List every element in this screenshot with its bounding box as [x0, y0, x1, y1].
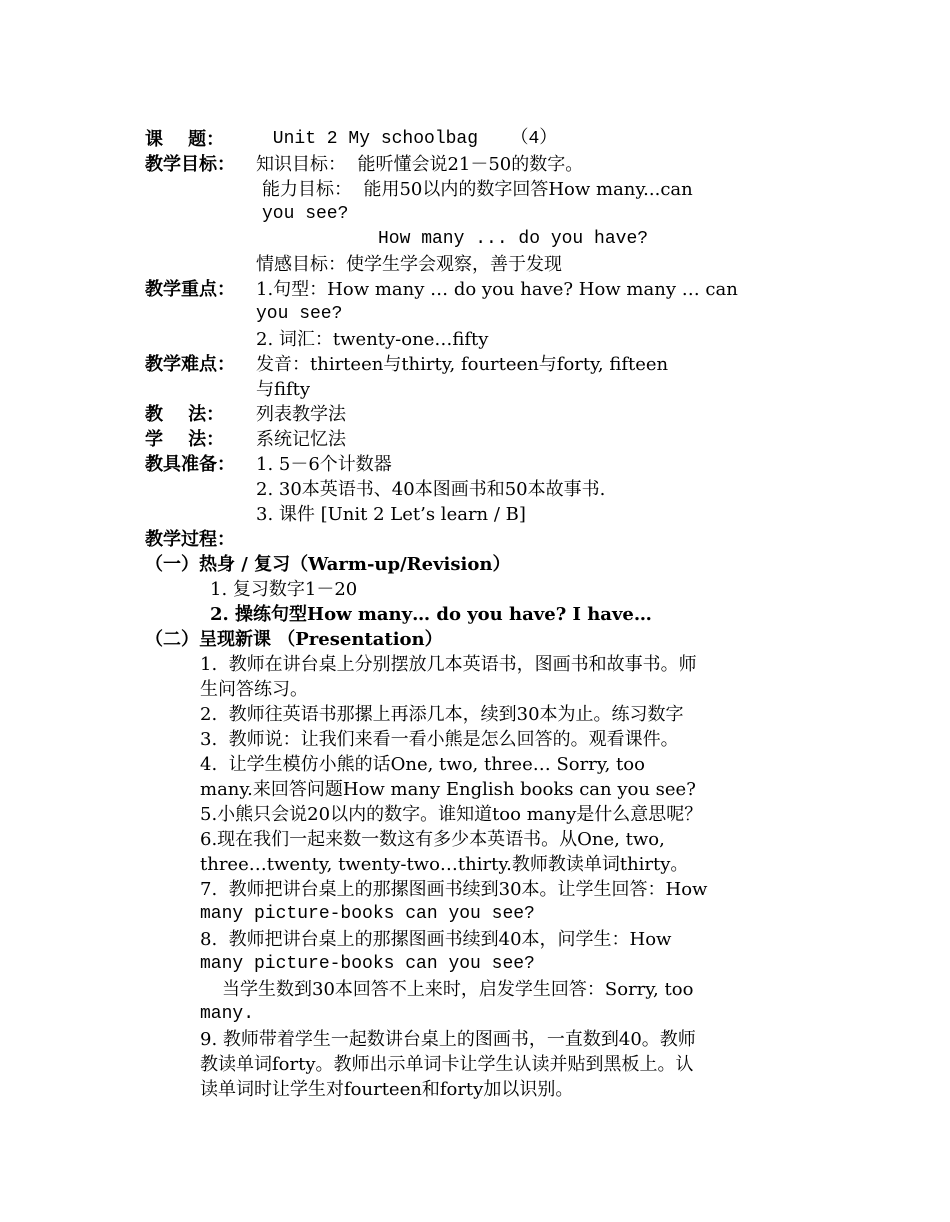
label-materials: 教具准备：	[145, 454, 235, 475]
step-5: 5.小熊只会说20以内的数字。谁知道too many是什么意思呢？	[200, 804, 703, 825]
label-key-points: 教学重点：	[145, 279, 235, 300]
step-6: 6.现在我们一起来数一数这有多少本英语书。从One, two,	[200, 829, 665, 850]
step-4-cont: many.来回答问题How many English books can you see?	[200, 779, 696, 800]
objective-emotion: 情感目标：使学生学会观察，善于发现	[256, 254, 562, 275]
key-point-1: 1.句型：How many … do you have? How many … can	[256, 279, 738, 300]
material-3: 3. 课件 [Unit 2 Let’s learn / B]	[256, 504, 526, 525]
section-warmup: （一）热身 / 复习（Warm-up/Revision）	[145, 554, 511, 575]
step-8-cont: many picture-books can you see?	[200, 954, 535, 974]
material-2: 2. 30本英语书、40本图画书和50本故事书.	[256, 479, 606, 500]
label-learning-method: 学 法：	[145, 429, 225, 450]
teaching-method: 列表教学法	[256, 404, 346, 425]
material-1: 1. 5－6个计数器	[256, 454, 392, 475]
step-7: 7. 教师把讲台桌上的那摞图画书续到30本。让学生回答：How	[200, 879, 708, 900]
step-6-cont: three…twenty, twenty-two…thirty.教师教读单词thirty。	[200, 854, 689, 875]
key-point-2: 2. 词汇：twenty-one…fifty	[256, 329, 489, 350]
step-7-cont: many picture-books can you see?	[200, 904, 535, 924]
label-teaching-method: 教 法：	[145, 404, 225, 425]
learning-method: 系统记忆法	[256, 429, 346, 450]
label-lesson-title: 课 题：	[145, 129, 225, 150]
label-procedure: 教学过程：	[145, 529, 235, 550]
difficulty-text-cont: 与fifty	[256, 379, 311, 400]
label-objectives: 教学目标：	[145, 154, 235, 175]
difficulty-text: 发音：thirteen与thirty, fourteen与forty, fifteen	[256, 354, 669, 375]
objective-ability-cont2: How many ... do you have?	[378, 229, 649, 249]
step-1: 1. 教师在讲台桌上分别摆放几本英语书，图画书和故事书。师	[200, 654, 697, 675]
label-difficulties: 教学难点：	[145, 354, 235, 375]
step-3: 3. 教师说：让我们来看一看小熊是怎么回答的。观看课件。	[200, 729, 679, 750]
objective-ability-cont: you see?	[262, 204, 349, 224]
step-8: 8. 教师把讲台桌上的那摞图画书续到40本，问学生：How	[200, 929, 672, 950]
step-2: 2. 教师往英语书那摞上再添几本，续到30本为止。练习数字	[200, 704, 684, 725]
key-point-1-cont: you see?	[256, 304, 343, 324]
step-4: 4. 让学生模仿小熊的话One, two, three… Sorry, too	[200, 754, 645, 775]
step-9-cont: 教读单词forty。教师出示单词卡让学生认读并贴到黑板上。认	[200, 1054, 694, 1075]
step-1-cont: 生问答练习。	[200, 679, 308, 700]
step-9: 9. 教师带着学生一起数讲台桌上的图画书，一直数到40。教师	[200, 1029, 696, 1050]
warmup-step-2: 2. 操练句型How many… do you have? I have…	[210, 604, 652, 625]
warmup-step-1: 1. 复习数字1－20	[210, 579, 358, 600]
section-presentation: （二）呈现新课 （Presentation）	[145, 629, 443, 650]
lesson-title: Unit 2 My schoolbag （4）	[262, 129, 558, 149]
objective-knowledge: 知识目标： 能听懂会说21－50的数字。	[256, 154, 584, 175]
step-8-note: 当学生数到30本回答不上来时，启发学生回答：Sorry, too	[222, 979, 694, 1000]
step-9-cont2: 读单词时让学生对fourteen和forty加以识别。	[200, 1079, 574, 1100]
step-8-note-cont: many.	[200, 1004, 255, 1024]
objective-ability: 能力目标： 能用50以内的数字回答How many...can	[262, 179, 693, 200]
